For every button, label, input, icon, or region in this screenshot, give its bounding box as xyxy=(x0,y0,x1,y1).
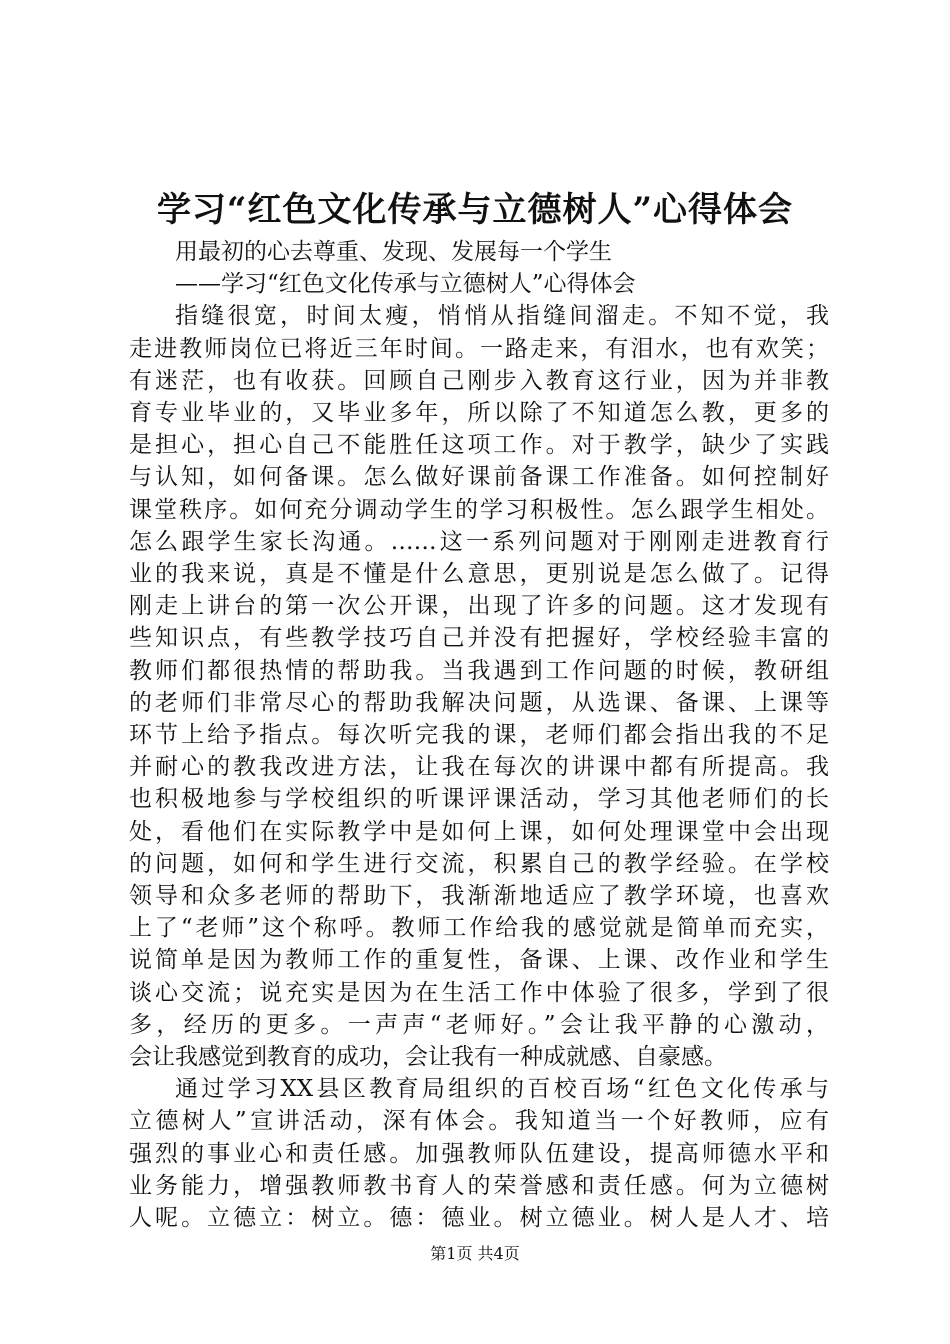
text-line: 并耐心的教我改进方法，让我在每次的讲课中都有所提高。我 xyxy=(129,754,829,781)
text-line: 上了“老师”这个称呼。教师工作给我的感觉就是简单而充实， xyxy=(129,915,829,942)
text-line: 走进教师岗位已将近三年时间。一路走来，有泪水，也有欢笑； xyxy=(129,335,829,362)
text-line: 强烈的事业心和责任感。加强教师队伍建设，提高师德水平和 xyxy=(129,1140,829,1167)
text-line: 指缝很宽，时间太瘦，悄悄从指缝间溜走。不知不觉，我 xyxy=(175,303,829,330)
text-line: 的问题，如何和学生进行交流，积累自己的教学经验。在学校 xyxy=(129,850,829,877)
text-line: 会让我感觉到教育的成功，会让我有一种成就感、自豪感。 xyxy=(129,1044,727,1071)
document-body xyxy=(129,236,829,1234)
text-line: 立德树人”宣讲活动，深有体会。我知道当一个好教师，应有 xyxy=(129,1108,829,1135)
text-line: 多，经历的更多。一声声“老师好。”会让我平静的心激动， xyxy=(129,1011,829,1038)
text-line: 育专业毕业的，又毕业多年，所以除了不知道怎么教，更多的 xyxy=(129,400,829,427)
subtitle-line: 用最初的心去尊重、发现、发展每一个学生 xyxy=(175,239,612,265)
text-line: 处，看他们在实际教学中是如何上课，如何处理课堂中会出现 xyxy=(129,818,829,845)
text-line: 是担心，担心自己不能胜任这项工作。对于教学，缺少了实践 xyxy=(129,432,829,459)
text-line: 人呢。立德立：树立。德：德业。树立德业。树人是人才、培 xyxy=(129,1205,829,1232)
paragraph-2 xyxy=(129,1073,829,1234)
text-line: 课堂秩序。如何充分调动学生的学习积极性。怎么跟学生相处。 xyxy=(129,496,829,523)
text-line: 的老师们非常尽心的帮助我解决问题，从选课、备课、上课等 xyxy=(129,689,829,716)
text-line: 教师们都很热情的帮助我。当我遇到工作问题的时候，教研组 xyxy=(129,657,829,684)
text-line: 说简单是因为教师工作的重复性，备课、上课、改作业和学生 xyxy=(129,947,829,974)
page-footer: 第1页 共4页 xyxy=(430,1244,520,1263)
text-line: 谈心交流；说充实是因为在生活工作中体验了很多，学到了很 xyxy=(129,979,829,1006)
text-line: 通过学习XX县区教育局组织的百校百场“红色文化传承与 xyxy=(175,1076,829,1103)
text-line: 有迷茫，也有收获。回顾自己刚步入教育这行业，因为并非教 xyxy=(129,367,829,394)
text-line: 也积极地参与学校组织的听课评课活动，学习其他老师们的长 xyxy=(129,786,829,813)
document-title: 学习“红色文化传承与立德树人”心得体会 xyxy=(156,190,794,230)
subtitle-line: ——学习“红色文化传承与立德树人”心得体会 xyxy=(175,271,636,298)
text-line: 与认知，如何备课。怎么做好课前备课工作准备。如何控制好 xyxy=(129,464,829,491)
text-line: 领导和众多老师的帮助下，我渐渐地适应了教学环境，也喜欢 xyxy=(129,883,829,910)
text-line: 刚走上讲台的第一次公开课，出现了许多的问题。这才发现有 xyxy=(129,593,829,620)
text-line: 业的我来说，真是不懂是什么意思，更别说是怎么做了。记得 xyxy=(129,561,829,588)
text-line: 业务能力，增强教师教书育人的荣誉感和责任感。何为立德树 xyxy=(129,1172,829,1199)
paragraph-1 xyxy=(129,300,829,1073)
text-line: 环节上给予指点。每次听完我的课，老师们都会指出我的不足 xyxy=(129,722,829,749)
text-line: 些知识点，有些教学技巧自己并没有把握好，学校经验丰富的 xyxy=(129,625,829,652)
text-line: 怎么跟学生家长沟通。……这一系列问题对于刚刚走进教育行 xyxy=(129,528,829,555)
